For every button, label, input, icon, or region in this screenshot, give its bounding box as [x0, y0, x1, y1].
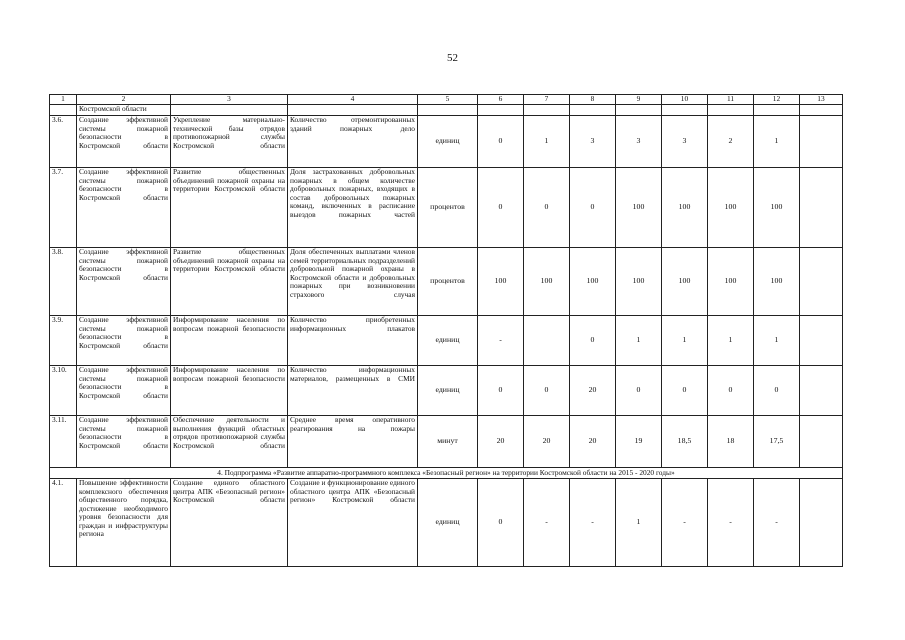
note-cell	[800, 248, 843, 316]
cell	[478, 105, 524, 116]
table-row	[50, 479, 843, 567]
value-cell: 0	[570, 168, 616, 248]
value-cell: 0	[478, 168, 524, 248]
note-cell	[800, 116, 843, 168]
value-cell: 1	[616, 316, 662, 366]
unit-cell: единиц	[418, 116, 478, 168]
value-cell: 1	[708, 316, 754, 366]
value-cell: 100	[708, 168, 754, 248]
page-number: 52	[447, 52, 458, 64]
column-number: 2	[77, 95, 171, 105]
value-cell: 20	[524, 416, 570, 468]
column-number: 10	[662, 95, 708, 105]
value-cell: 1	[662, 316, 708, 366]
value-cell: 0	[754, 366, 800, 416]
row-number: 3.7.	[50, 168, 77, 248]
column-number: 11	[708, 95, 754, 105]
cell	[288, 105, 418, 116]
value-cell: 17,5	[754, 416, 800, 468]
cell	[754, 105, 800, 116]
column-number-row	[50, 95, 843, 105]
note-cell	[800, 316, 843, 366]
indicator-cell: Среднее время оперативного реагирования на пожары	[288, 416, 418, 468]
cell	[616, 105, 662, 116]
goal-cell: Костромской области	[77, 105, 171, 116]
event-cell: Информирование населения по вопросам пожарной безопасности	[171, 366, 288, 416]
value-cell: 19	[616, 416, 662, 468]
goal-cell: Создание эффективной системы пожарной безопасности в Костромской области	[77, 316, 171, 366]
event-cell: Укрепление материально-технической базы отрядов противопожарной службы Костромской области	[171, 116, 288, 168]
column-number: 13	[800, 95, 843, 105]
value-cell: 100	[754, 168, 800, 248]
indicator-cell: Доля застрахованных добровольных пожарных в общем количестве добровольных пожарных, входящих в состав добровольных пожарных команд, включенных в расписание выездов пожарных частей	[288, 168, 418, 248]
value-cell: 0	[524, 366, 570, 416]
value-cell: 0	[662, 366, 708, 416]
table-row	[50, 168, 843, 248]
value-cell: 100	[616, 248, 662, 316]
column-number: 7	[524, 95, 570, 105]
note-cell	[800, 416, 843, 468]
row-number: 3.9.	[50, 316, 77, 366]
row-number: 3.10.	[50, 366, 77, 416]
value-cell: 100	[754, 248, 800, 316]
value-cell: 18	[708, 416, 754, 468]
value-cell: 1	[754, 316, 800, 366]
event-cell: Создание единого областного центра АПК «Безопасный регион» Костромской области	[171, 479, 288, 567]
cell	[800, 105, 843, 116]
column-number: 3	[171, 95, 288, 105]
indicators-table	[49, 94, 843, 567]
note-cell	[800, 168, 843, 248]
value-cell: 0	[478, 479, 524, 567]
column-number: 12	[754, 95, 800, 105]
value-cell: 1	[754, 116, 800, 168]
column-number: 8	[570, 95, 616, 105]
value-cell: -	[570, 479, 616, 567]
column-number: 4	[288, 95, 418, 105]
note-cell	[800, 479, 843, 567]
row-number: 4.1.	[50, 479, 77, 567]
event-cell: Развитие общественных объединений пожарной охраны на территории Костромской области	[171, 248, 288, 316]
indicator-cell: Создание и функционирование единого областного центра АПК «Безопасный регион» Костромской области	[288, 479, 418, 567]
column-number: 5	[418, 95, 478, 105]
indicator-cell: Доля обеспеченных выплатами членов семей территориальных подразделений добровольной пожарной охраны в Костромской области и добровольных пожарных при возникновении страхового случая	[288, 248, 418, 316]
table-row	[50, 416, 843, 468]
cell	[524, 105, 570, 116]
goal-cell: Создание эффективной системы пожарной безопасности в Костромской области	[77, 416, 171, 468]
cell	[171, 105, 288, 116]
value-cell: 0	[478, 116, 524, 168]
value-cell: 3	[662, 116, 708, 168]
value-cell: 20	[570, 416, 616, 468]
value-cell: 3	[570, 116, 616, 168]
value-cell: 100	[478, 248, 524, 316]
goal-cell: Создание эффективной системы пожарной безопасности в Костромской области	[77, 248, 171, 316]
event-cell: Информирование населения по вопросам пожарной безопасности	[171, 316, 288, 366]
unit-cell: минут	[418, 416, 478, 468]
row-number: 3.6.	[50, 116, 77, 168]
value-cell: 0	[616, 366, 662, 416]
value-cell: -	[662, 479, 708, 567]
value-cell: -	[708, 479, 754, 567]
note-cell	[800, 366, 843, 416]
table-row	[50, 316, 843, 366]
value-cell: 2	[708, 116, 754, 168]
value-cell: 100	[708, 248, 754, 316]
value-cell: 100	[662, 248, 708, 316]
cell	[662, 105, 708, 116]
unit-cell: единиц	[418, 366, 478, 416]
indicator-cell: Количество отремонтированных зданий пожарных дело	[288, 116, 418, 168]
value-cell: -	[524, 479, 570, 567]
cell	[50, 105, 77, 116]
table-row	[50, 366, 843, 416]
value-cell: 100	[662, 168, 708, 248]
continuation-row	[50, 105, 843, 116]
unit-cell: единиц	[418, 316, 478, 366]
column-number: 1	[50, 95, 77, 105]
unit-cell: процентов	[418, 168, 478, 248]
cell	[708, 105, 754, 116]
value-cell: 0	[708, 366, 754, 416]
goal-cell: Повышение эффективности комплексного обеспечения общественного порядка, достижение необходимого уровня безопасности для граждан и инфраструктуры региона	[77, 479, 171, 567]
goal-cell: Создание эффективной системы пожарной безопасности в Костромской области	[77, 168, 171, 248]
value-cell: 0	[524, 168, 570, 248]
section-row	[50, 468, 843, 479]
value-cell: 100	[524, 248, 570, 316]
value-cell: 3	[616, 116, 662, 168]
goal-cell: Создание эффективной системы пожарной безопасности в Костромской области	[77, 366, 171, 416]
value-cell: 1	[524, 116, 570, 168]
indicator-cell: Количество приобретенных информационных плакатов	[288, 316, 418, 366]
cell	[418, 105, 478, 116]
section-title: 4. Подпрограмма «Развитие аппаратно-программного комплекса «Безопасный регион» на территории Костромской области на 2015 - 2020 годы»	[50, 468, 843, 479]
value-cell: -	[478, 316, 524, 366]
value-cell: 20	[570, 366, 616, 416]
table-row	[50, 116, 843, 168]
value-cell: 18,5	[662, 416, 708, 468]
value-cell: 20	[478, 416, 524, 468]
column-number: 9	[616, 95, 662, 105]
goal-cell: Создание эффективной системы пожарной безопасности в Костромской области	[77, 116, 171, 168]
value-cell: 1	[616, 479, 662, 567]
column-number: 6	[478, 95, 524, 105]
row-number: 3.8.	[50, 248, 77, 316]
value-cell: 0	[570, 316, 616, 366]
unit-cell: единиц	[418, 479, 478, 567]
indicator-cell: Количество информационных материалов, размещенных в СМИ	[288, 366, 418, 416]
value-cell: 100	[616, 168, 662, 248]
cell	[570, 105, 616, 116]
unit-cell: процентов	[418, 248, 478, 316]
event-cell: Развитие общественных объединений пожарной охраны на территории Костромской области	[171, 168, 288, 248]
row-number: 3.11.	[50, 416, 77, 468]
value-cell: -	[754, 479, 800, 567]
event-cell: Обеспечение деятельности и выполнения функций областных отрядов противопожарной службы Костромской области	[171, 416, 288, 468]
value-cell: 0	[478, 366, 524, 416]
value-cell: 100	[570, 248, 616, 316]
table-row	[50, 248, 843, 316]
value-cell	[524, 316, 570, 366]
